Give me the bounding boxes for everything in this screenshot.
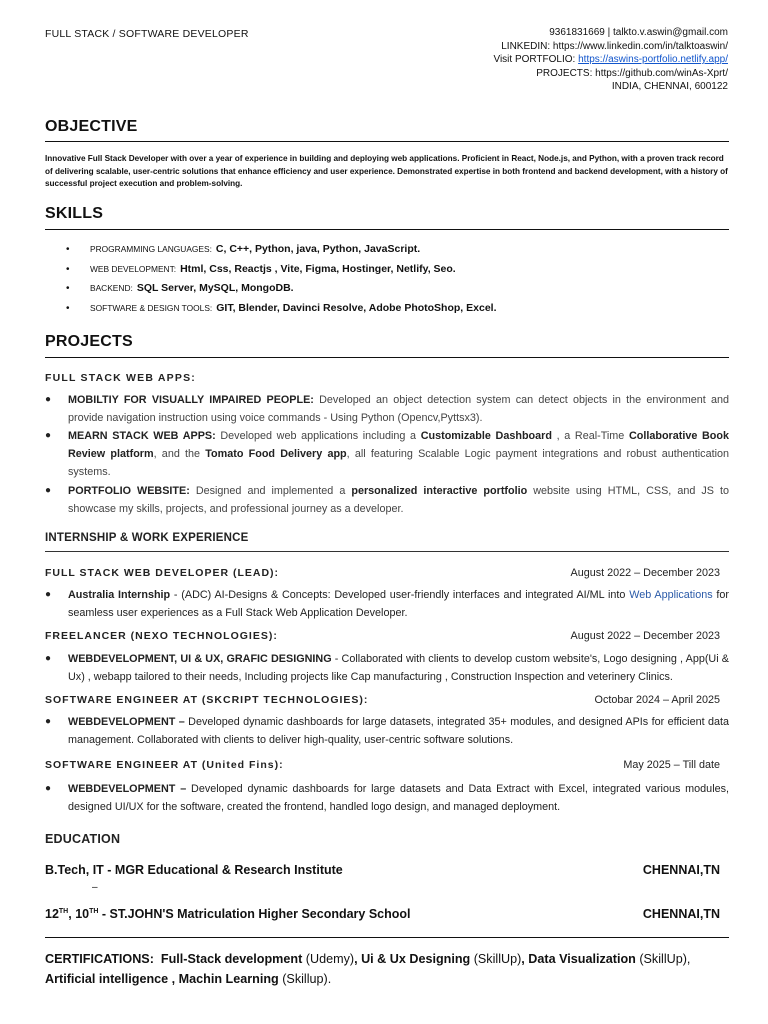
linkedin-line xyxy=(493,40,728,54)
bullet-icon: ● xyxy=(45,394,52,405)
job-desc: - (ADC) AI-Designs & Concepts: Developed user-friendly interfaces and integrated AI/ML into xyxy=(170,589,630,601)
cert-sep: , xyxy=(686,952,691,966)
cert-sep: . xyxy=(327,971,332,986)
projects-label: PROJECTS: xyxy=(536,67,593,79)
job-detail xyxy=(45,780,729,816)
cert-sep: , xyxy=(354,952,362,966)
cert-name: Data Visualization xyxy=(528,952,636,966)
job-desc: - Collaborated with clients to develop custom website's, Logo designing , App(Ui & Ux) , webapp tailored to their needs, Including projects like Cap manufacturing , Construction Inspection and veterinery Clinics. xyxy=(68,653,729,683)
job-role: FULL STACK WEB DEVELOPER (LEAD): xyxy=(45,567,280,579)
bullet-icon: • xyxy=(66,302,70,314)
job-desc: for seamless user experiences as a Full Stack Web Application Developer. xyxy=(68,589,729,619)
job-lead: WEBDEVELOPMENT – xyxy=(68,783,187,795)
skill-value: C, C++, Python, java, Python, JavaScript. xyxy=(215,243,421,255)
project-desc: , a Real-Time xyxy=(551,430,629,442)
project-item xyxy=(45,391,729,427)
job-role: FREELANCER (NEXO TECHNOLOGIES): xyxy=(45,630,278,642)
bullet-icon: ● xyxy=(45,589,52,600)
job-detail xyxy=(45,713,729,749)
cert-source: (SkillUp) xyxy=(635,952,687,966)
job-detail xyxy=(45,650,729,686)
bullet-icon: ● xyxy=(45,485,52,496)
job-date: Octobar 2024 – April 2025 xyxy=(594,694,720,706)
project-name: MOBILTIY FOR VISUALLY IMPAIRED PEOPLE: xyxy=(68,394,314,406)
skill-label: SOFTWARE & DESIGN TOOLS: xyxy=(90,302,213,313)
skill-item xyxy=(66,282,497,302)
project-desc: , and the xyxy=(153,448,206,460)
school xyxy=(45,907,411,921)
cert-source: (Udemy) xyxy=(302,952,355,966)
project-highlight: Collaborative Book Review platform xyxy=(68,430,729,460)
experience-rule xyxy=(45,551,729,552)
cert-source: (Skillup) xyxy=(278,971,328,986)
job-date: May 2025 – Till date xyxy=(623,759,720,771)
education-dash: – xyxy=(92,882,98,893)
bullet-icon: ● xyxy=(45,783,52,794)
education-location: CHENNAI,TN xyxy=(642,907,720,921)
bullet-icon: • xyxy=(66,283,70,294)
portfolio-line xyxy=(493,53,728,67)
projects-title: PROJECTS xyxy=(45,333,133,350)
projects-subtitle: FULL STACK WEB APPS: xyxy=(45,372,196,384)
job-detail xyxy=(45,586,729,622)
skills-title: SKILLS xyxy=(45,205,104,222)
project-item xyxy=(45,482,729,518)
portfolio-link[interactable]: https://aswins-portfolio.netlify.app/ xyxy=(578,54,728,66)
bullet-icon: • xyxy=(66,244,70,255)
objective-title: OBJECTIVE xyxy=(45,118,138,135)
grade-a-sup: TH xyxy=(58,907,69,915)
skill-value: Html, Css, Reactjs , Vite, Figma, Hostinger, Netlify, Seo. xyxy=(180,262,456,275)
project-desc: , all featuring Scalable Logic payment integrations and robust authentication systems. xyxy=(68,448,729,478)
project-desc: Developed web applications including a xyxy=(215,430,421,442)
cert-sep: , xyxy=(521,952,529,966)
linkedin-label: LINKEDIN: xyxy=(501,40,551,52)
contact-block xyxy=(493,26,728,94)
education-title: EDUCATION xyxy=(45,832,121,846)
skill-item xyxy=(66,263,497,283)
job-desc: Developed dynamic dashboards for large datasets, integrated 35+ modules, and designed APIs for efficient data management. Collaborated with clients to deliver high-quality, user-centric software solutions. xyxy=(68,716,729,746)
grade-b: , 10 xyxy=(68,907,90,921)
job-date: August 2022 – December 2023 xyxy=(570,567,720,579)
grade-b-sup: TH xyxy=(89,907,99,915)
certifications xyxy=(45,950,735,989)
certifications-rule xyxy=(45,937,729,938)
experience-title: INTERNSHIP & WORK EXPERIENCE xyxy=(45,532,249,544)
job-lead: Australia Internship xyxy=(68,589,171,601)
project-highlight: Tomato Food Delivery app xyxy=(205,448,347,460)
portfolio-label: Visit PORTFOLIO: xyxy=(493,54,576,66)
project-name: PORTFOLIO WEBSITE: xyxy=(68,485,190,497)
job-lead: WEBDEVELOPMENT, UI & UX, GRAFIC DESIGNING xyxy=(68,653,332,665)
objective-rule xyxy=(45,141,729,142)
cert-name: Full-Stack development xyxy=(160,952,303,966)
projects-url[interactable]: https://github.com/winAs-Xprt/ xyxy=(595,67,728,79)
skill-item xyxy=(66,243,497,263)
project-item xyxy=(45,427,729,481)
bullet-icon: • xyxy=(66,263,70,275)
project-highlight: personalized interactive portfolio xyxy=(351,485,528,497)
skills-rule xyxy=(45,229,729,230)
project-highlight: Customizable Dashboard xyxy=(420,430,552,442)
phone-email: 9361831669 | talkto.v.aswin@gmail.com xyxy=(549,27,728,38)
education-row xyxy=(45,907,720,921)
bullet-icon: ● xyxy=(45,430,52,441)
job-header xyxy=(45,694,720,706)
skill-value: GIT, Blender, Davinci Resolve, Adobe PhotoShop, Excel. xyxy=(216,301,497,314)
project-desc: Designed and implemented a xyxy=(189,485,352,497)
job-role: SOFTWARE ENGINEER AT (United Fins): xyxy=(45,759,284,771)
projects-line xyxy=(493,67,728,81)
job-header xyxy=(45,630,720,642)
job-highlight: Web Applications xyxy=(629,589,713,601)
skill-item xyxy=(66,302,497,322)
skills-list xyxy=(66,243,497,321)
job-date: August 2022 – December 2023 xyxy=(570,630,720,642)
job-header xyxy=(45,759,720,771)
objective-text: Innovative Full Stack Developer with over a year of experience in building and deploying web applications. Proficient in React, Node.js, and Python, with a proven track record of delivering scalable, user-centric solutions that enhance efficiency and user experience. Demonstrated expertise in both frontend and backend development, with a history of successful project execution and problem-solving. xyxy=(45,154,728,188)
grade-a: 12 xyxy=(45,907,59,921)
certifications-label: CERTIFICATIONS: xyxy=(45,952,154,966)
skill-value: SQL Server, MySQL, MongoDB. xyxy=(136,282,294,294)
location: INDIA, CHENNAI, 600122 xyxy=(611,81,728,93)
bullet-icon: ● xyxy=(45,653,52,664)
job-header xyxy=(45,567,720,579)
school-name: - ST.JOHN'S Matriculation Higher Secondary School xyxy=(98,907,411,921)
skill-label: BACKEND: xyxy=(90,283,133,293)
job-desc: Developed dynamic dashboards for large datasets and Data Extract with Excel, integrated various modules, designed UI/UX for the software, created the frontend, handled logo design, and managed deployment. xyxy=(68,783,729,813)
skill-label: WEB DEVELOPMENT: xyxy=(90,263,177,274)
job-role: SOFTWARE ENGINEER AT (SKCRIPT TECHNOLOGIES): xyxy=(45,694,369,706)
job-role-heading: FULL STACK / SOFTWARE DEVELOPER xyxy=(45,28,249,40)
projects-rule xyxy=(45,357,729,358)
education-location: CHENNAI,TN xyxy=(642,863,720,877)
cert-name: Ui & Ux Designing xyxy=(361,952,471,966)
project-desc: Developed an object detection system can detect objects in the environment and provide navigation instruction using voice commands - Using Python (Opencv,Pyttsx3). xyxy=(68,394,729,424)
education-row xyxy=(45,863,720,877)
cert-name: Artificial intelligence , Machin Learning xyxy=(45,971,279,986)
project-name: MEARN STACK WEB APPS: xyxy=(68,430,216,442)
skill-label: PROGRAMMING LANGUAGES: xyxy=(90,244,212,254)
degree: B.Tech, IT - MGR Educational & Research Institute xyxy=(45,863,343,877)
cert-source: (SkillUp) xyxy=(470,952,522,966)
job-lead: WEBDEVELOPMENT – xyxy=(68,716,185,728)
project-desc: website using HTML, CSS, and JS to showcase my skills, projects, and professional journey as a developer. xyxy=(68,485,729,515)
bullet-icon: ● xyxy=(45,716,52,727)
linkedin-url[interactable]: https://www.linkedin.com/in/talktoaswin/ xyxy=(552,40,728,52)
